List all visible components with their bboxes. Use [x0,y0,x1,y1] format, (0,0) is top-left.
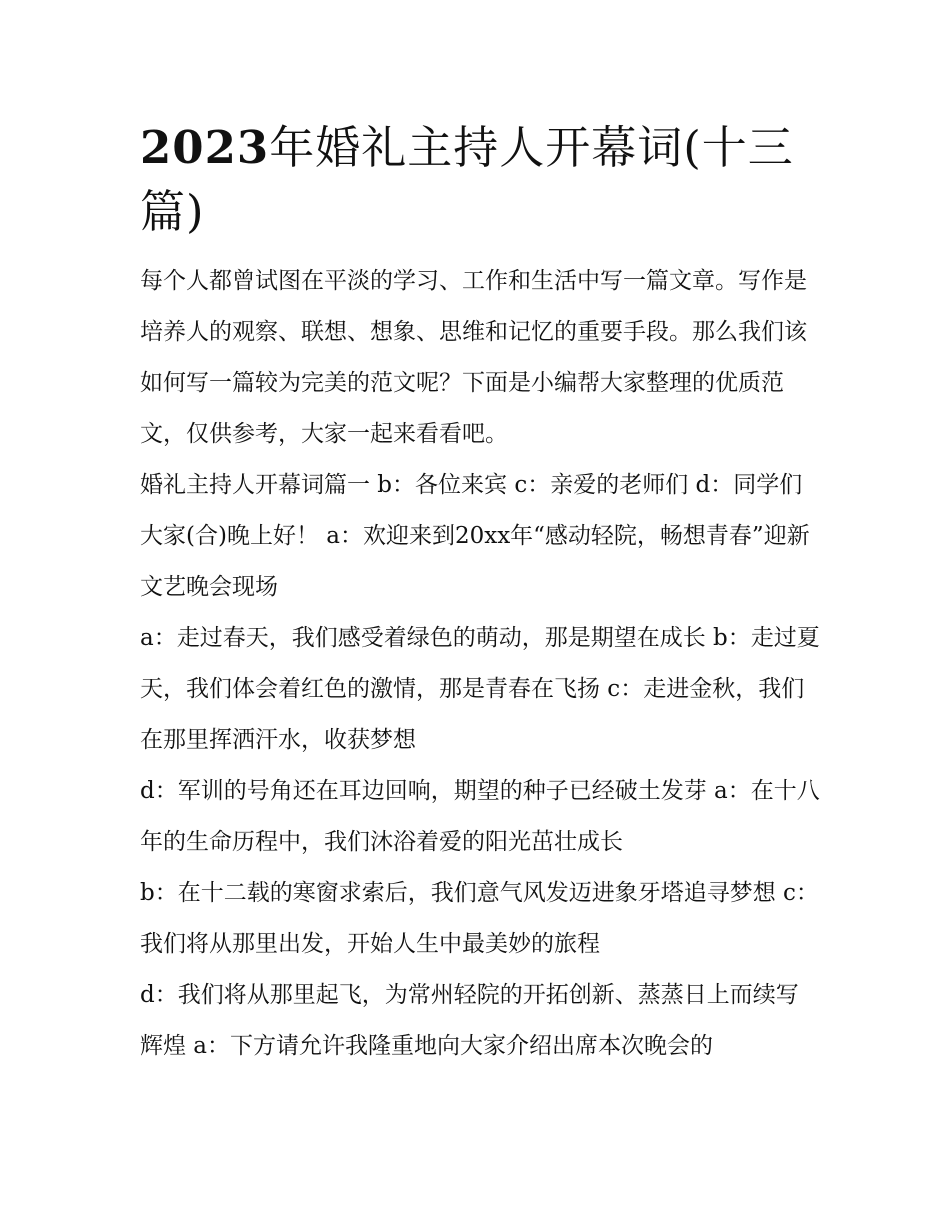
paragraph-4: b：在十二载的寒窗求索后，我们意气风发迈进象牙塔追寻梦想 c：我们将从那里出发，开始人生中最美妙的旅程 [140,880,819,957]
paragraph-intro: 每个人都曾试图在平淡的学习、工作和生活中写一篇文章。写作是培养人的观察、联想、想象、思维和记忆的重要手段。那么我们该如何写一篇较为完美的范文呢？下面是小编帮大家整理的优质范文，仅供参考，大家一起来看看吧。 [140,268,807,447]
paragraph-5: d：我们将从那里起飞，为常州轻院的开拓创新、蒸蒸日上而续写辉煌 a：下方请允许我隆重地向大家介绍出席本次晚会的 [140,982,799,1059]
document-title [140,116,820,244]
document-page [140,116,820,1072]
title-year: 2023 [140,121,270,174]
paragraph-2: a：走过春天，我们感受着绿色的萌动，那是期望在成长 b：走过夏天，我们体会着红色的激情，那是青春在飞扬 c：走进金秋，我们在那里挥洒汗水，收获梦想 [140,625,820,753]
paragraph-1: 婚礼主持人开幕词篇一 b：各位来宾 c：亲爱的老师们 d：同学们大家(合)晚上好！ a：欢迎来到20xx年“感动轻院，畅想青春”迎新文艺晚会现场 [140,472,810,600]
paragraph-3: d：军训的号角还在耳边回响，期望的种子已经破土发芽 a：在十八年的生命历程中，我们沐浴着爱的阳光茁壮成长 [140,778,820,855]
title-text: 年婚礼主持人开幕词(十三篇) [140,121,794,238]
